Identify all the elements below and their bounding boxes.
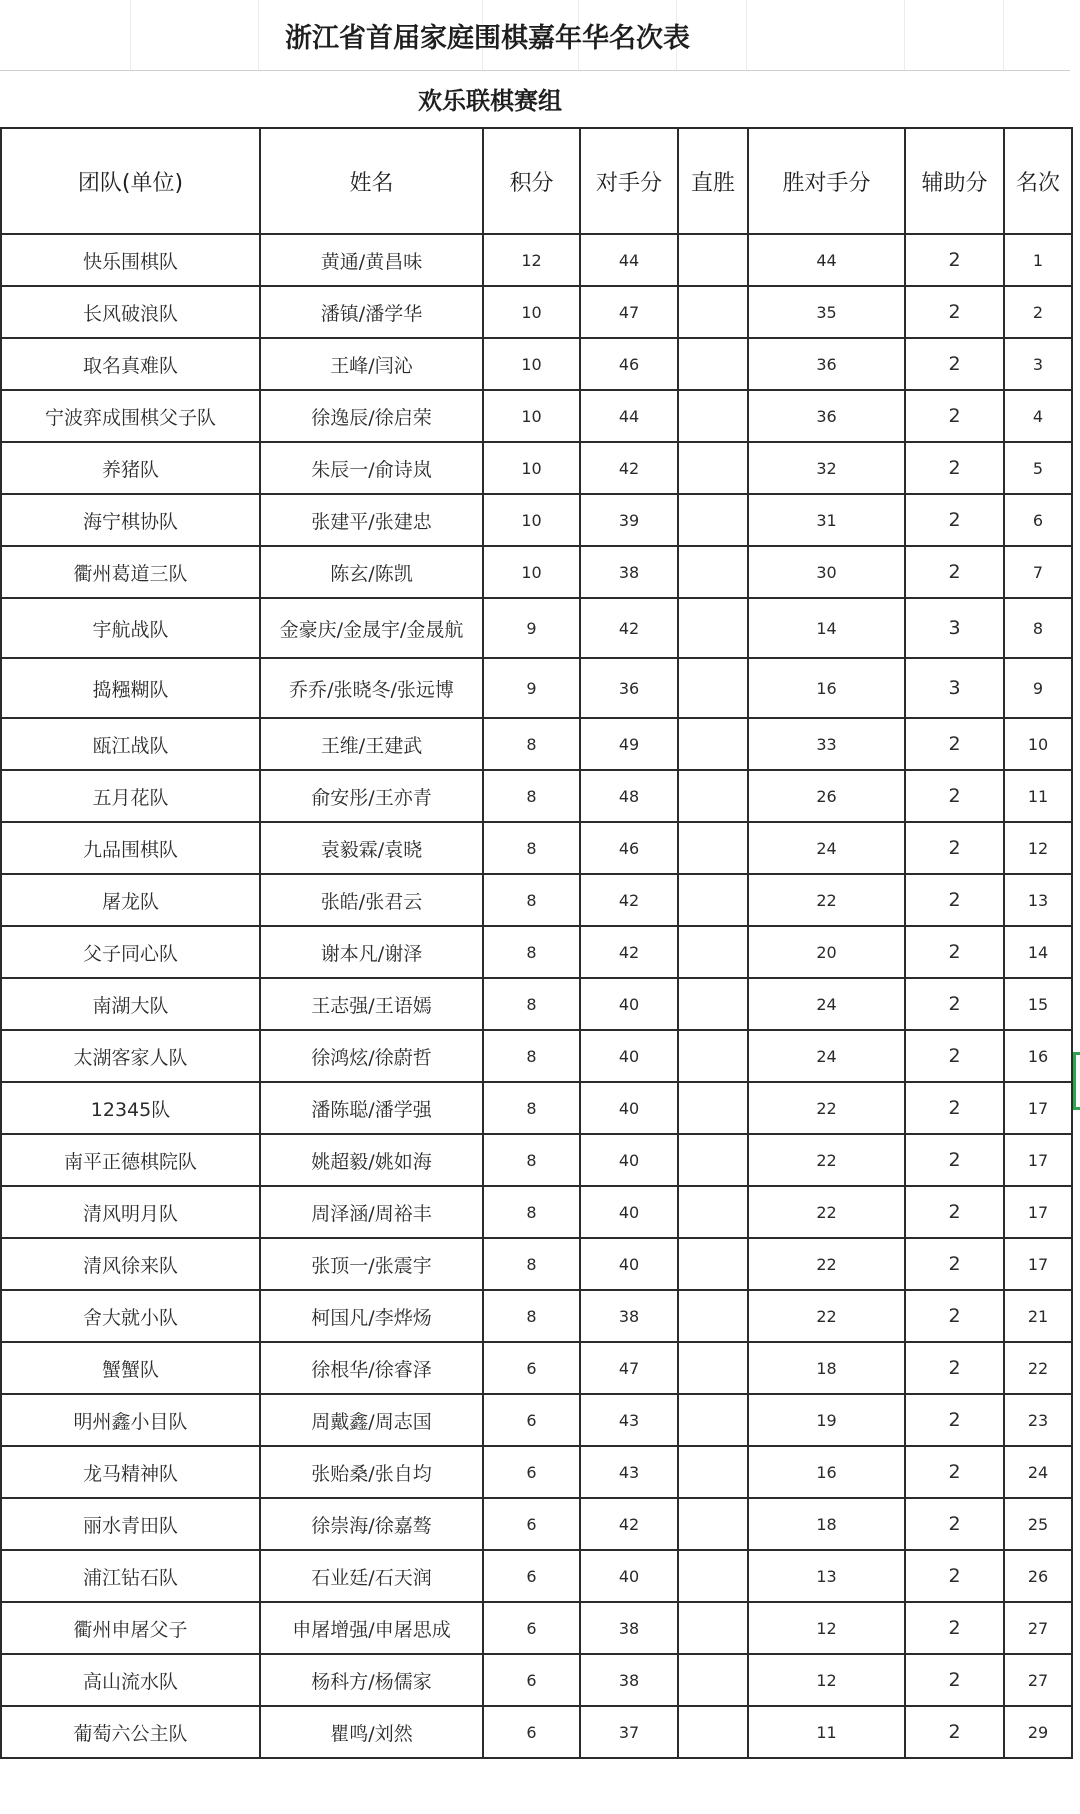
table-row <box>1 286 1072 338</box>
cell-points[interactable]: 8 <box>483 1082 580 1134</box>
table-row <box>1 1706 1072 1758</box>
cell-team[interactable]: 捣糨糊队 <box>1 658 260 718</box>
cell-opponent-score[interactable]: 40 <box>580 1186 678 1238</box>
cell-aux-score[interactable]: 3 <box>905 598 1004 658</box>
table-row <box>1 1446 1072 1498</box>
cell-points[interactable]: 9 <box>483 658 580 718</box>
cell-points[interactable]: 8 <box>483 718 580 770</box>
cell-win-opponent-score[interactable]: 44 <box>748 234 905 286</box>
cell-win-opponent-score[interactable]: 19 <box>748 1394 905 1446</box>
cell-rank[interactable]: 3 <box>1004 338 1072 390</box>
cell-direct-win[interactable] <box>678 494 748 546</box>
cell-names[interactable]: 姚超毅/姚如海 <box>260 1134 483 1186</box>
table-row <box>1 1290 1072 1342</box>
cell-direct-win[interactable] <box>678 546 748 598</box>
cell-rank[interactable]: 27 <box>1004 1602 1072 1654</box>
cell-opponent-score[interactable]: 40 <box>580 1082 678 1134</box>
cell-win-opponent-score[interactable]: 22 <box>748 1134 905 1186</box>
table-row <box>1 658 1072 718</box>
cell-aux-score[interactable]: 2 <box>905 1654 1004 1706</box>
cell-aux-score[interactable]: 2 <box>905 926 1004 978</box>
cell-rank[interactable]: 11 <box>1004 770 1072 822</box>
cell-opponent-score[interactable]: 42 <box>580 874 678 926</box>
cell-opponent-score[interactable]: 44 <box>580 234 678 286</box>
table-row <box>1 770 1072 822</box>
table-row <box>1 1030 1072 1082</box>
cell-aux-score[interactable]: 2 <box>905 718 1004 770</box>
cell-direct-win[interactable] <box>678 338 748 390</box>
cell-rank[interactable]: 16 <box>1004 1030 1072 1082</box>
cell-direct-win[interactable] <box>678 822 748 874</box>
title-row[interactable] <box>0 0 1070 71</box>
cell-team[interactable]: 南平正德棋院队 <box>1 1134 260 1186</box>
cell-aux-score[interactable]: 2 <box>905 338 1004 390</box>
cell-points[interactable]: 10 <box>483 338 580 390</box>
cell-win-opponent-score[interactable]: 16 <box>748 1446 905 1498</box>
cell-points[interactable]: 10 <box>483 286 580 338</box>
cell-points[interactable]: 6 <box>483 1654 580 1706</box>
cell-team[interactable]: 浦江钻石队 <box>1 1550 260 1602</box>
cell-aux-score[interactable]: 2 <box>905 1290 1004 1342</box>
cell-team[interactable]: 高山流水队 <box>1 1654 260 1706</box>
cell-points[interactable]: 10 <box>483 546 580 598</box>
cell-points[interactable]: 8 <box>483 978 580 1030</box>
cell-aux-score[interactable]: 2 <box>905 546 1004 598</box>
cell-names[interactable]: 潘镇/潘学华 <box>260 286 483 338</box>
cell-rank[interactable]: 17 <box>1004 1186 1072 1238</box>
table-row <box>1 1238 1072 1290</box>
cell-opponent-score[interactable]: 40 <box>580 1134 678 1186</box>
cell-rank[interactable]: 15 <box>1004 978 1072 1030</box>
cell-win-opponent-score[interactable]: 13 <box>748 1550 905 1602</box>
cell-team[interactable]: 舍大就小队 <box>1 1290 260 1342</box>
cell-opponent-score[interactable]: 42 <box>580 926 678 978</box>
cell-win-opponent-score[interactable]: 12 <box>748 1654 905 1706</box>
table-row <box>1 338 1072 390</box>
cell-aux-score[interactable]: 2 <box>905 1186 1004 1238</box>
cell-win-opponent-score[interactable]: 22 <box>748 1186 905 1238</box>
cell-aux-score[interactable]: 2 <box>905 1030 1004 1082</box>
cell-team[interactable]: 屠龙队 <box>1 874 260 926</box>
header-team[interactable]: 团队(单位) <box>1 128 260 234</box>
cell-aux-score[interactable]: 2 <box>905 1706 1004 1758</box>
cell-team[interactable]: 九品围棋队 <box>1 822 260 874</box>
cell-direct-win[interactable] <box>678 926 748 978</box>
table-row <box>1 822 1072 874</box>
page-title: 浙江省首届家庭围棋嘉年华名次表 <box>285 22 690 54</box>
cell-win-opponent-score[interactable]: 30 <box>748 546 905 598</box>
table-row <box>1 1134 1072 1186</box>
table-row <box>1 234 1072 286</box>
table-row <box>1 546 1072 598</box>
cell-opponent-score[interactable]: 49 <box>580 718 678 770</box>
table-row <box>1 926 1072 978</box>
cell-team[interactable]: 海宁棋协队 <box>1 494 260 546</box>
cell-names[interactable]: 杨科方/杨儒家 <box>260 1654 483 1706</box>
cell-names[interactable]: 张贻桑/张自均 <box>260 1446 483 1498</box>
header-rank[interactable]: 名次 <box>1004 128 1072 234</box>
cell-aux-score[interactable]: 2 <box>905 1394 1004 1446</box>
cell-win-opponent-score[interactable]: 36 <box>748 338 905 390</box>
page-subtitle: 欢乐联棋赛组 <box>418 86 562 115</box>
cell-names[interactable]: 张建平/张建忠 <box>260 494 483 546</box>
cell-team[interactable]: 衢州葛道三队 <box>1 546 260 598</box>
cell-aux-score[interactable]: 2 <box>905 1602 1004 1654</box>
table-row <box>1 978 1072 1030</box>
cell-win-opponent-score[interactable]: 16 <box>748 658 905 718</box>
gridline <box>904 0 905 70</box>
cell-rank[interactable]: 9 <box>1004 658 1072 718</box>
cell-team[interactable]: 宁波弈成围棋父子队 <box>1 390 260 442</box>
cell-points[interactable]: 10 <box>483 390 580 442</box>
cell-team[interactable]: 龙马精神队 <box>1 1446 260 1498</box>
table-row <box>1 1342 1072 1394</box>
table-row <box>1 1654 1072 1706</box>
cell-direct-win[interactable] <box>678 1602 748 1654</box>
cell-names[interactable]: 俞安彤/王亦青 <box>260 770 483 822</box>
cell-aux-score[interactable]: 2 <box>905 1082 1004 1134</box>
cell-names[interactable]: 王维/王建武 <box>260 718 483 770</box>
cell-opponent-score[interactable]: 38 <box>580 546 678 598</box>
cell-team[interactable]: 太湖客家人队 <box>1 1030 260 1082</box>
cell-direct-win[interactable] <box>678 1394 748 1446</box>
cell-names[interactable]: 王峰/闫沁 <box>260 338 483 390</box>
table-row <box>1 598 1072 658</box>
header-opponent-score[interactable]: 对手分 <box>580 128 678 234</box>
cell-direct-win[interactable] <box>678 978 748 1030</box>
cell-direct-win[interactable] <box>678 1238 748 1290</box>
subtitle-row[interactable] <box>0 70 1070 126</box>
cell-aux-score[interactable]: 2 <box>905 770 1004 822</box>
cell-opponent-score[interactable]: 36 <box>580 658 678 718</box>
cell-opponent-score[interactable]: 42 <box>580 598 678 658</box>
cell-points[interactable]: 6 <box>483 1342 580 1394</box>
cell-points[interactable]: 8 <box>483 1186 580 1238</box>
standings-table <box>0 127 1073 1759</box>
cell-rank[interactable]: 5 <box>1004 442 1072 494</box>
cell-points[interactable]: 6 <box>483 1550 580 1602</box>
cell-names[interactable]: 徐崇海/徐嘉骜 <box>260 1498 483 1550</box>
cell-points[interactable]: 8 <box>483 926 580 978</box>
cell-direct-win[interactable] <box>678 770 748 822</box>
cell-team[interactable]: 丽水青田队 <box>1 1498 260 1550</box>
cell-points[interactable]: 6 <box>483 1498 580 1550</box>
table-row <box>1 874 1072 926</box>
cell-rank[interactable]: 29 <box>1004 1706 1072 1758</box>
cell-win-opponent-score[interactable]: 14 <box>748 598 905 658</box>
cell-aux-score[interactable]: 2 <box>905 978 1004 1030</box>
cell-win-opponent-score[interactable]: 26 <box>748 770 905 822</box>
cell-direct-win[interactable] <box>678 286 748 338</box>
cell-rank[interactable]: 27 <box>1004 1654 1072 1706</box>
cell-direct-win[interactable] <box>678 1446 748 1498</box>
cell-names[interactable]: 徐根华/徐睿泽 <box>260 1342 483 1394</box>
cell-points[interactable]: 10 <box>483 494 580 546</box>
cell-points[interactable]: 6 <box>483 1446 580 1498</box>
header-aux-score[interactable]: 辅助分 <box>905 128 1004 234</box>
cell-points[interactable]: 8 <box>483 1238 580 1290</box>
cell-names[interactable]: 张皓/张君云 <box>260 874 483 926</box>
cell-win-opponent-score[interactable]: 22 <box>748 1238 905 1290</box>
gridline <box>746 0 747 70</box>
gridline <box>1003 0 1004 70</box>
cell-points[interactable]: 10 <box>483 442 580 494</box>
cell-aux-score[interactable]: 2 <box>905 1238 1004 1290</box>
cell-team[interactable]: 葡萄六公主队 <box>1 1706 260 1758</box>
cell-team[interactable]: 长风破浪队 <box>1 286 260 338</box>
cell-opponent-score[interactable]: 43 <box>580 1394 678 1446</box>
cell-opponent-score[interactable]: 46 <box>580 338 678 390</box>
cell-win-opponent-score[interactable]: 31 <box>748 494 905 546</box>
cell-aux-score[interactable]: 2 <box>905 1134 1004 1186</box>
cell-names[interactable]: 徐逸辰/徐启荣 <box>260 390 483 442</box>
cell-team[interactable]: 宇航战队 <box>1 598 260 658</box>
cell-team[interactable]: 明州鑫小目队 <box>1 1394 260 1446</box>
cell-direct-win[interactable] <box>678 1186 748 1238</box>
cell-opponent-score[interactable]: 39 <box>580 494 678 546</box>
cell-team[interactable]: 衢州申屠父子 <box>1 1602 260 1654</box>
cell-rank[interactable]: 7 <box>1004 546 1072 598</box>
cell-rank[interactable]: 4 <box>1004 390 1072 442</box>
cell-opponent-score[interactable]: 37 <box>580 1706 678 1758</box>
cell-names[interactable]: 乔乔/张晓冬/张远博 <box>260 658 483 718</box>
cell-win-opponent-score[interactable]: 22 <box>748 1290 905 1342</box>
cell-team[interactable]: 五月花队 <box>1 770 260 822</box>
cell-names[interactable]: 王志强/王语嫣 <box>260 978 483 1030</box>
cell-team[interactable]: 瓯江战队 <box>1 718 260 770</box>
cell-direct-win[interactable] <box>678 1498 748 1550</box>
cell-names[interactable]: 申屠增强/申屠思成 <box>260 1602 483 1654</box>
cell-aux-score[interactable]: 2 <box>905 442 1004 494</box>
table-row <box>1 494 1072 546</box>
cell-direct-win[interactable] <box>678 1550 748 1602</box>
cell-opponent-score[interactable]: 43 <box>580 1446 678 1498</box>
cell-team[interactable]: 养猪队 <box>1 442 260 494</box>
table-row <box>1 1394 1072 1446</box>
cell-rank[interactable]: 6 <box>1004 494 1072 546</box>
header-win-opponent-score[interactable]: 胜对手分 <box>748 128 905 234</box>
cell-points[interactable]: 12 <box>483 234 580 286</box>
cell-team[interactable]: 南湖大队 <box>1 978 260 1030</box>
cell-points[interactable]: 8 <box>483 1030 580 1082</box>
gridline <box>258 0 259 70</box>
cell-direct-win[interactable] <box>678 598 748 658</box>
cell-aux-score[interactable]: 2 <box>905 234 1004 286</box>
cell-rank[interactable]: 25 <box>1004 1498 1072 1550</box>
cell-opponent-score[interactable]: 40 <box>580 978 678 1030</box>
cell-win-opponent-score[interactable]: 12 <box>748 1602 905 1654</box>
cell-points[interactable]: 8 <box>483 1290 580 1342</box>
cell-win-opponent-score[interactable]: 24 <box>748 978 905 1030</box>
header-direct-win[interactable]: 直胜 <box>678 128 748 234</box>
cell-win-opponent-score[interactable]: 18 <box>748 1342 905 1394</box>
cell-team[interactable]: 快乐围棋队 <box>1 234 260 286</box>
cell-team[interactable]: 清风徐来队 <box>1 1238 260 1290</box>
cell-direct-win[interactable] <box>678 874 748 926</box>
cell-direct-win[interactable] <box>678 390 748 442</box>
cell-rank[interactable]: 24 <box>1004 1446 1072 1498</box>
cell-aux-score[interactable]: 2 <box>905 1446 1004 1498</box>
cell-aux-score[interactable]: 2 <box>905 1342 1004 1394</box>
cell-names[interactable]: 柯国凡/李烨炀 <box>260 1290 483 1342</box>
cell-names[interactable]: 徐鸿炫/徐蔚哲 <box>260 1030 483 1082</box>
cell-points[interactable]: 9 <box>483 598 580 658</box>
cell-win-opponent-score[interactable]: 18 <box>748 1498 905 1550</box>
cell-rank[interactable]: 21 <box>1004 1290 1072 1342</box>
cell-direct-win[interactable] <box>678 1082 748 1134</box>
header-row <box>1 128 1072 234</box>
cell-win-opponent-score[interactable]: 22 <box>748 1082 905 1134</box>
cell-direct-win[interactable] <box>678 1706 748 1758</box>
cell-aux-score[interactable]: 2 <box>905 390 1004 442</box>
cell-names[interactable]: 黄通/黄昌味 <box>260 234 483 286</box>
cell-names[interactable]: 瞿鸣/刘然 <box>260 1706 483 1758</box>
cell-win-opponent-score[interactable]: 24 <box>748 1030 905 1082</box>
cell-opponent-score[interactable]: 38 <box>580 1602 678 1654</box>
table-row <box>1 1602 1072 1654</box>
cell-names[interactable]: 张顶一/张震宇 <box>260 1238 483 1290</box>
cell-points[interactable]: 8 <box>483 770 580 822</box>
cell-names[interactable]: 周泽涵/周裕丰 <box>260 1186 483 1238</box>
cell-direct-win[interactable] <box>678 1654 748 1706</box>
cell-selection-indicator <box>1073 1052 1080 1110</box>
cell-win-opponent-score[interactable]: 33 <box>748 718 905 770</box>
gridline <box>130 0 131 70</box>
cell-win-opponent-score[interactable]: 35 <box>748 286 905 338</box>
cell-team[interactable]: 清风明月队 <box>1 1186 260 1238</box>
cell-win-opponent-score[interactable]: 24 <box>748 822 905 874</box>
table-row <box>1 1550 1072 1602</box>
cell-opponent-score[interactable]: 38 <box>580 1290 678 1342</box>
cell-direct-win[interactable] <box>678 1290 748 1342</box>
cell-rank[interactable]: 1 <box>1004 234 1072 286</box>
cell-rank[interactable]: 26 <box>1004 1550 1072 1602</box>
cell-win-opponent-score[interactable]: 20 <box>748 926 905 978</box>
cell-win-opponent-score[interactable]: 11 <box>748 1706 905 1758</box>
cell-aux-score[interactable]: 2 <box>905 822 1004 874</box>
cell-points[interactable]: 8 <box>483 874 580 926</box>
table-row <box>1 718 1072 770</box>
cell-direct-win[interactable] <box>678 234 748 286</box>
cell-opponent-score[interactable]: 47 <box>580 286 678 338</box>
cell-opponent-score[interactable]: 44 <box>580 390 678 442</box>
cell-opponent-score[interactable]: 40 <box>580 1030 678 1082</box>
cell-rank[interactable]: 17 <box>1004 1238 1072 1290</box>
cell-team[interactable]: 取名真难队 <box>1 338 260 390</box>
cell-team[interactable]: 12345队 <box>1 1082 260 1134</box>
cell-names[interactable]: 朱辰一/俞诗岚 <box>260 442 483 494</box>
cell-rank[interactable]: 17 <box>1004 1082 1072 1134</box>
cell-rank[interactable]: 2 <box>1004 286 1072 338</box>
cell-names[interactable]: 潘陈聪/潘学强 <box>260 1082 483 1134</box>
table-row <box>1 390 1072 442</box>
header-names[interactable]: 姓名 <box>260 128 483 234</box>
cell-win-opponent-score[interactable]: 32 <box>748 442 905 494</box>
cell-opponent-score[interactable]: 46 <box>580 822 678 874</box>
cell-direct-win[interactable] <box>678 1342 748 1394</box>
cell-rank[interactable]: 10 <box>1004 718 1072 770</box>
cell-direct-win[interactable] <box>678 718 748 770</box>
cell-rank[interactable]: 14 <box>1004 926 1072 978</box>
cell-win-opponent-score[interactable]: 22 <box>748 874 905 926</box>
cell-names[interactable]: 袁毅霖/袁晓 <box>260 822 483 874</box>
table-row <box>1 1082 1072 1134</box>
table-row <box>1 1186 1072 1238</box>
cell-aux-score[interactable]: 2 <box>905 286 1004 338</box>
cell-team[interactable]: 父子同心队 <box>1 926 260 978</box>
cell-points[interactable]: 8 <box>483 1134 580 1186</box>
table-row <box>1 1498 1072 1550</box>
cell-rank[interactable]: 13 <box>1004 874 1072 926</box>
cell-points[interactable]: 6 <box>483 1602 580 1654</box>
cell-rank[interactable]: 17 <box>1004 1134 1072 1186</box>
cell-names[interactable]: 金豪庆/金晟宇/金晟航 <box>260 598 483 658</box>
cell-aux-score[interactable]: 3 <box>905 658 1004 718</box>
cell-rank[interactable]: 8 <box>1004 598 1072 658</box>
cell-opponent-score[interactable]: 42 <box>580 442 678 494</box>
cell-win-opponent-score[interactable]: 36 <box>748 390 905 442</box>
cell-opponent-score[interactable]: 42 <box>580 1498 678 1550</box>
cell-direct-win[interactable] <box>678 1030 748 1082</box>
table-row <box>1 442 1072 494</box>
cell-rank[interactable]: 23 <box>1004 1394 1072 1446</box>
cell-direct-win[interactable] <box>678 658 748 718</box>
cell-names[interactable]: 陈玄/陈凯 <box>260 546 483 598</box>
cell-team[interactable]: 蟹蟹队 <box>1 1342 260 1394</box>
cell-points[interactable]: 6 <box>483 1394 580 1446</box>
cell-aux-score[interactable]: 2 <box>905 1498 1004 1550</box>
cell-opponent-score[interactable]: 48 <box>580 770 678 822</box>
cell-aux-score[interactable]: 2 <box>905 874 1004 926</box>
cell-aux-score[interactable]: 2 <box>905 494 1004 546</box>
cell-direct-win[interactable] <box>678 442 748 494</box>
cell-names[interactable]: 谢本凡/谢泽 <box>260 926 483 978</box>
cell-names[interactable]: 周戴鑫/周志国 <box>260 1394 483 1446</box>
cell-rank[interactable]: 22 <box>1004 1342 1072 1394</box>
cell-opponent-score[interactable]: 40 <box>580 1550 678 1602</box>
cell-points[interactable]: 6 <box>483 1706 580 1758</box>
cell-aux-score[interactable]: 2 <box>905 1550 1004 1602</box>
cell-rank[interactable]: 12 <box>1004 822 1072 874</box>
cell-names[interactable]: 石业廷/石天润 <box>260 1550 483 1602</box>
cell-opponent-score[interactable]: 38 <box>580 1654 678 1706</box>
cell-opponent-score[interactable]: 40 <box>580 1238 678 1290</box>
cell-points[interactable]: 8 <box>483 822 580 874</box>
cell-opponent-score[interactable]: 47 <box>580 1342 678 1394</box>
cell-direct-win[interactable] <box>678 1134 748 1186</box>
header-points[interactable]: 积分 <box>483 128 580 234</box>
